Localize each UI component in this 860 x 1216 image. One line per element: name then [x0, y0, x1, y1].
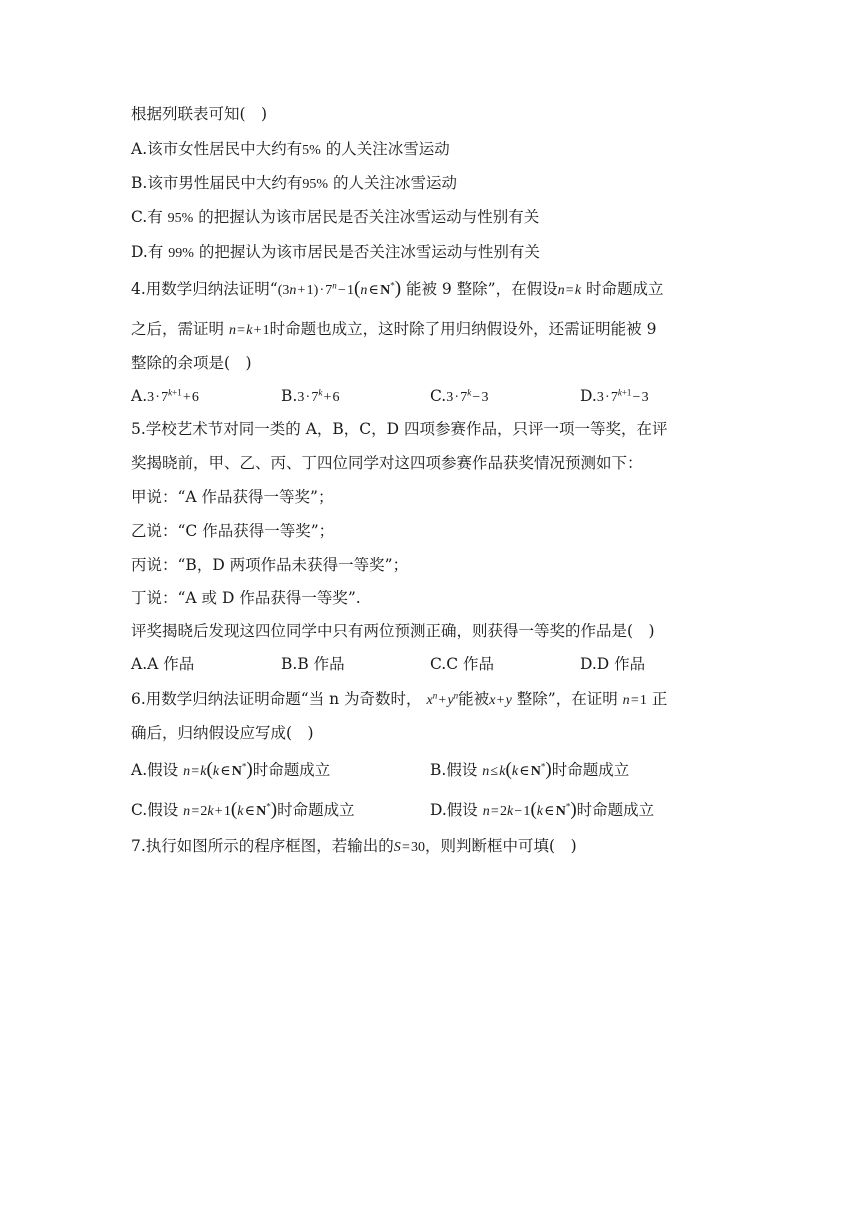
q5-option-c: C.C 作品	[430, 655, 495, 673]
q5-prediction-yi: 乙说：“C 作品获得一等奖”；	[131, 522, 335, 540]
q6-option-d: D.假设 n = 2k − 1(k ∈ N*)时命题成立	[430, 799, 655, 820]
q4-option-c: C.3 · $7^k$ − 3	[430, 387, 489, 405]
q7-stem: 7.执行如图所示的程序框图，若输出的S = 30，则判断框中可填( )	[131, 837, 577, 855]
q4-option-b: B.3 · $7^k$ + 6	[281, 387, 340, 405]
q4-stem-line3: 整除的余项是( )	[131, 354, 252, 372]
q3-option-c: C.有 95% 的把握认为该市居民是否关注冰雪运动与性别有关	[131, 208, 540, 226]
q5-option-b: B.B 作品	[281, 655, 345, 673]
q3-option-b: B.该市男性届民中大约有95% 的人关注冰雪运动	[131, 174, 457, 192]
q4-option-d: D.3 · $7^{k+1}$ − 3	[580, 387, 649, 405]
q6-option-a: A.假设 n = k(k ∈ N*)时命题成立	[131, 759, 331, 780]
q3-option-d: D.有 99% 的把握认为该市居民是否关注冰雪运动与性别有关	[131, 243, 540, 261]
q4-stem-line2: 之后，需证明 n = k + 1时命题也成立，这时除了用归纳假设外，还需证明能被 9	[131, 320, 657, 338]
q6-option-c: C.假设 n = 2k + 1(k ∈ N*)时命题成立	[131, 799, 355, 820]
q5-option-d: D.D 作品	[580, 655, 646, 673]
q6-stem-line1: 6.用数学归纳法证明命题“当 n 为奇数时， $x^n$ + $y^n$能被x + y 整除”，在证明 n = 1 正	[131, 690, 668, 708]
q5-prediction-jia: 甲说：“A 作品获得一等奖”；	[131, 488, 334, 506]
q5-prediction-ding: 丁说：“A 或 D 作品获得一等奖”.	[131, 589, 361, 607]
q6-option-b: B.假设 n ≤ k(k ∈ N*)时命题成立	[430, 759, 630, 780]
q3-option-a: A.该市女性居民中大约有5% 的人关注冰雪运动	[131, 140, 450, 158]
q5-stem-line7: 评奖揭晓后发现这四位同学中只有两位预测正确，则获得一等奖的作品是( )	[131, 622, 655, 640]
q5-stem-line2: 奖揭晓前，甲、乙、丙、丁四位同学对这四项参赛作品获奖情况预测如下：	[131, 454, 643, 472]
q3-stem: 根据列联表可知( )	[131, 105, 268, 123]
q6-stem-line2: 确后，归纳假设应写成( )	[131, 724, 314, 742]
q4-expression: (3n + 1) · $7^n$ − 1(n ∈ N*)	[277, 278, 402, 299]
q4-option-a: A.3 · $7^{k+1}$ + 6	[131, 387, 199, 405]
q5-prediction-bing: 丙说：“B，D 两项作品未获得一等奖”；	[131, 556, 409, 574]
q5-stem-line1: 5.学校艺术节对同一类的 A，B，C，D 四项参赛作品，只评一项一等奖，在评	[131, 420, 668, 438]
q5-option-a: A.A 作品	[131, 655, 195, 673]
q4-stem-line1: 4.用数学归纳法证明“(3n + 1) · $7^n$ − 1(n ∈ N*) 能被 9 整除”，在假设n = k 时命题成立	[131, 278, 664, 299]
